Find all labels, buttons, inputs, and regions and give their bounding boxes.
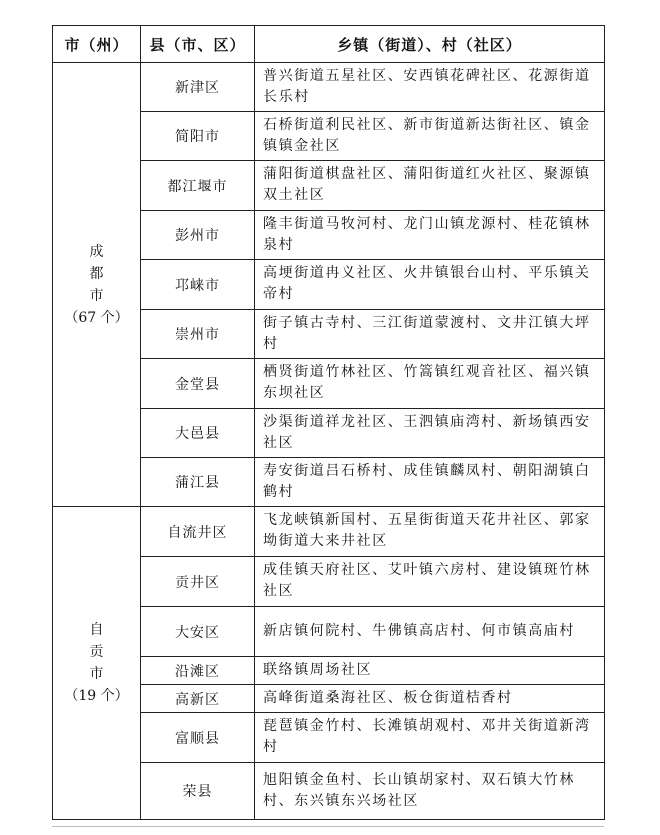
county-cell: 蒲江县 (141, 458, 255, 507)
city-cell (53, 507, 141, 820)
towns-cell: 蒲阳街道棋盘社区、蒲阳街道红火社区、聚源镇双土社区 (255, 161, 605, 211)
county-cell: 大安区 (141, 607, 255, 657)
header-county: 县（市、区） (141, 26, 255, 63)
towns-cell: 栖贤街道竹林社区、竹篙镇红观音社区、福兴镇东坝社区 (255, 359, 605, 409)
towns-cell: 石桥街道利民社区、新市街道新达街社区、镇金镇镇金社区 (255, 112, 605, 161)
county-cell: 彭州市 (141, 211, 255, 260)
page-bottom-rule (52, 826, 604, 827)
table-row (53, 63, 605, 112)
towns-cell: 成佳镇天府社区、艾叶镇六房村、建设镇斑竹林社区 (255, 557, 605, 607)
towns-cell: 寿安街道吕石桥村、成佳镇麟凤村、朝阳湖镇白鹤村 (255, 458, 605, 507)
towns-cell: 街子镇古寺村、三江街道蒙渡村、文井江镇大坪村 (255, 310, 605, 359)
towns-cell: 普兴街道五星社区、安西镇花碑社区、花源街道长乐村 (255, 63, 605, 112)
county-cell: 贡井区 (141, 557, 255, 607)
towns-cell: 旭阳镇金鱼村、长山镇胡家村、双石镇大竹林村、东兴镇东兴场社区 (255, 763, 605, 820)
county-cell: 金堂县 (141, 359, 255, 409)
county-cell: 沿滩区 (141, 657, 255, 685)
data-table (52, 25, 605, 820)
city-count: （19 个） (64, 688, 129, 704)
city-name: 自贡市 (89, 622, 104, 682)
county-cell: 简阳市 (141, 112, 255, 161)
city-cell (53, 63, 141, 507)
county-cell: 自流井区 (141, 507, 255, 557)
city-count: （67 个） (64, 309, 129, 326)
towns-cell: 飞龙峡镇新国村、五星街街道天花井社区、郭家坳街道大来井社区 (255, 507, 605, 557)
county-cell: 高新区 (141, 685, 255, 713)
towns-cell: 沙渠街道祥龙社区、王泗镇庙湾村、新场镇西安社区 (255, 409, 605, 458)
header-row (53, 26, 605, 63)
towns-cell: 新店镇何院村、牛佛镇高店村、何市镇高庙村 (255, 607, 605, 657)
county-cell: 新津区 (141, 63, 255, 112)
towns-cell: 琵琶镇金竹村、长滩镇胡观村、邓井关街道新湾村 (255, 713, 605, 763)
county-cell: 荣县 (141, 763, 255, 820)
header-towns: 乡镇（街道）、村（社区） (255, 26, 605, 63)
towns-cell: 隆丰街道马牧河村、龙门山镇龙源村、桂花镇林泉村 (255, 211, 605, 260)
county-cell: 邛崃市 (141, 260, 255, 310)
header-city: 市（州） (53, 26, 141, 63)
towns-cell: 高埂街道冉义社区、火井镇银台山村、平乐镇关帝村 (255, 260, 605, 310)
county-cell: 富顺县 (141, 713, 255, 763)
towns-cell: 高峰街道桑海社区、板仓街道桔香村 (255, 685, 605, 713)
county-cell: 大邑县 (141, 409, 255, 458)
county-cell: 都江堰市 (141, 161, 255, 211)
table-body (53, 63, 605, 820)
city-name: 成都市 (89, 243, 104, 304)
towns-cell: 联络镇周场社区 (255, 657, 605, 685)
table-row (53, 507, 605, 557)
county-cell: 崇州市 (141, 310, 255, 359)
